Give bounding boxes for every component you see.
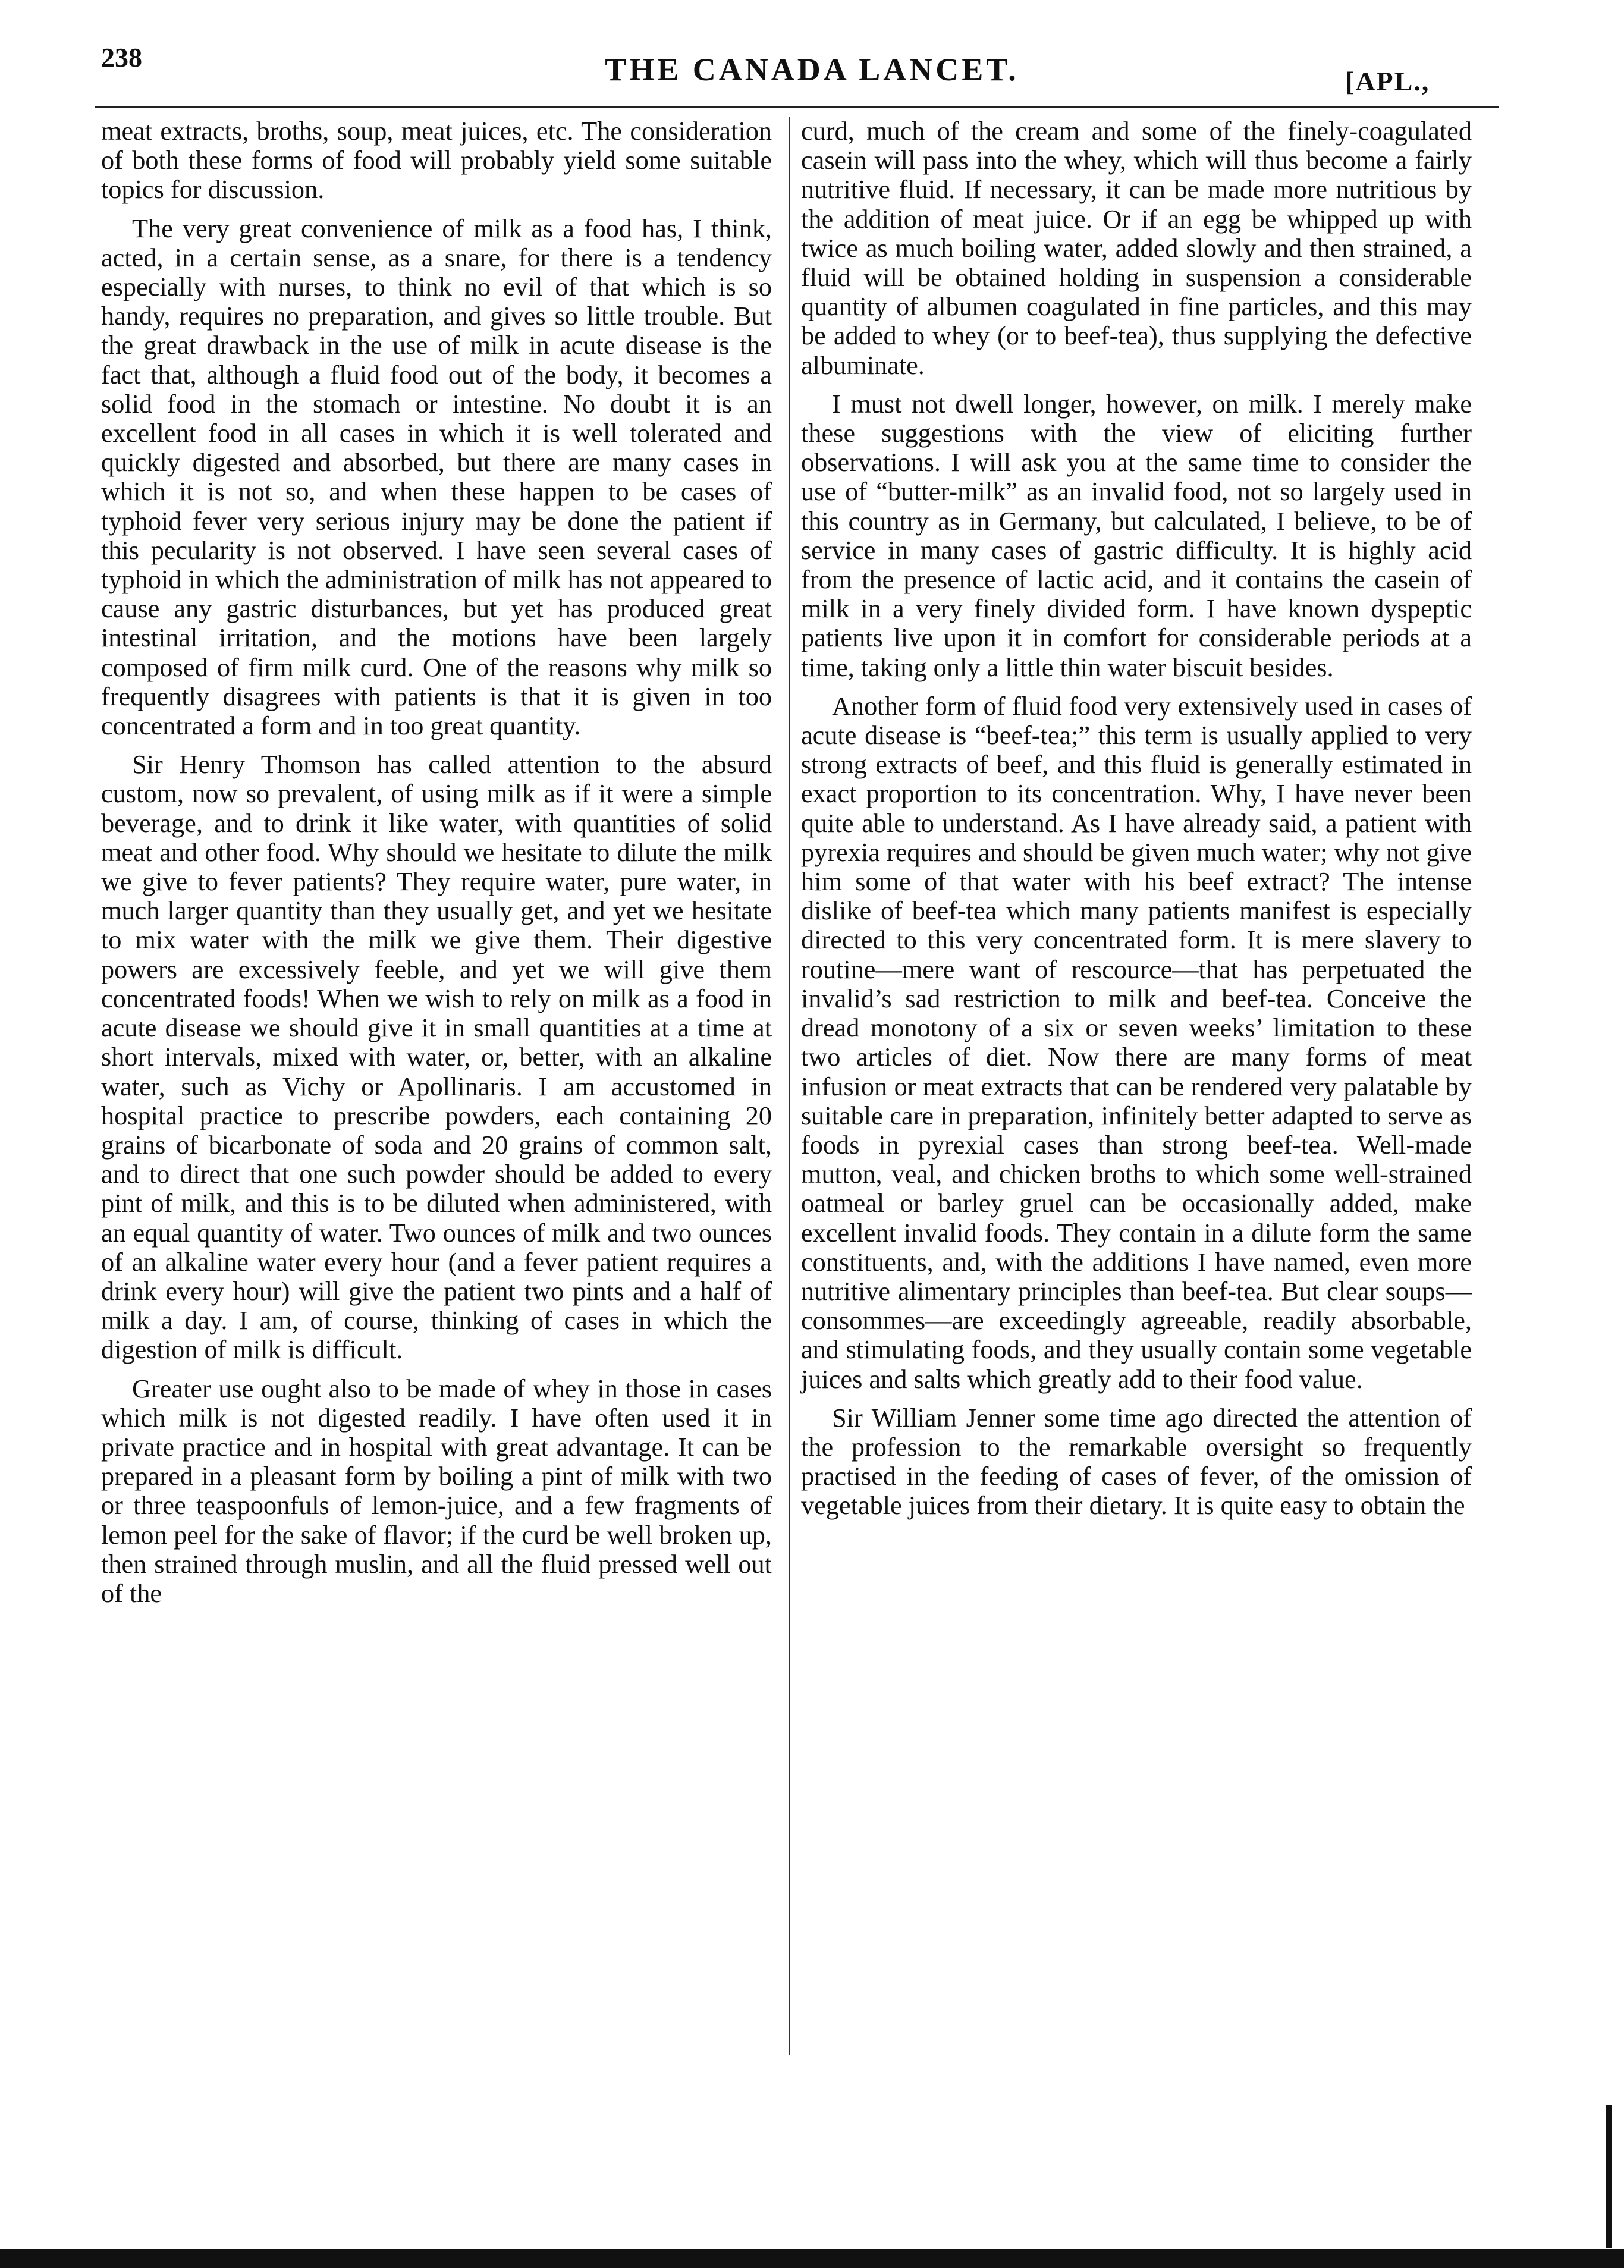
paragraph: Greater use ought also to be made of whey in those in cases which milk is not digested readily. I have often used it in private practice and in hospital with great advantage. It can be prepared in a pleasant form by boiling a pint of milk with two or three teaspoonfuls of lemon-juice, and a few fragments of lemon peel for the sake of flavor; if the curd be well broken up, then strained through muslin, and all the fluid pressed well out of the	[101, 1374, 772, 1608]
column-divider	[789, 117, 790, 2055]
issue-month: [APL.,	[1345, 66, 1430, 96]
header-rule	[95, 106, 1499, 108]
page-number: 238	[101, 42, 142, 73]
paragraph: I must not dwell longer, however, on milk. I merely make these suggestions with the view of eliciting further observations. I will ask you at the same time to consider the use of “butter-milk” as an invalid food, not so largely used in this country as in Germany, but calculated, I believe, to be of service in many cases of gastric difficulty. It is highly acid from the presence of lactic acid, and it contains the casein of milk in a very finely divided form. I have known dyspeptic patients live upon it in comfort for considerable periods at a time, taking only a little thin water biscuit besides.	[801, 389, 1472, 682]
paragraph: Another form of fluid food very extensively used in cases of acute disease is “beef-tea;” this term is usually applied to very strong extracts of beef, and this fluid is generally estimated in exact proportion to its concentration. Why, I have never been quite able to understand. As I have already said, a patient with pyrexia requires and should be given much water; why not give him some of that water with his beef extract? The intense dislike of beef-tea which many patients manifest is especially directed to this very concentrated form. It is mere slavery to routine—mere want of rescource—that has perpetuated the invalid’s sad restriction to milk and beef-tea. Conceive the dread monotony of a six or seven weeks’ limitation to these two articles of diet. Now there are many forms of meat infusion or meat extracts that can be rendered very palatable by suitable care in preparation, infinitely better adapted to serve as foods in pyrexial cases than strong beef-tea. Well-made mutton, veal, and chicken broths to which some well-strained oatmeal or barley gruel can be occasionally added, make excellent invalid foods. They contain in a dilute form the same constituents, and, with the additions I have named, even more nutritive alimentary principles than beef-tea. But clear soups—consommes—are exceedingly agreeable, readily absorbable, and stimulating foods, and they usually contain some vegetable juices and salts which greatly add to their food value.	[801, 691, 1472, 1394]
paragraph: meat extracts, broths, soup, meat juices, etc. The consideration of both these forms of food will probably yield some suitable topics for discussion.	[101, 117, 772, 205]
left-column	[101, 117, 772, 1617]
journal-title: THE CANADA LANCET.	[605, 52, 1019, 87]
scan-edge-mark	[1606, 2105, 1612, 2248]
scan-bottom-band	[0, 2249, 1624, 2268]
paragraph: Sir William Jenner some time ago directed the attention of the profession to the remarkable oversight so frequently practised in the feeding of cases of fever, of the omission of vegetable juices from their dietary. It is quite easy to obtain the	[801, 1403, 1472, 1521]
paragraph: curd, much of the cream and some of the finely-coagulated casein will pass into the whey, which will thus become a fairly nutritive fluid. If necessary, it can be made more nutritious by the addition of meat juice. Or if an egg be whipped up with twice as much boiling water, added slowly and then strained, a fluid will be obtained holding in suspension a considerable quantity of albumen coagulated in fine particles, and this may be added to whey (or to beef-tea), thus supplying the defective albuminate.	[801, 117, 1472, 380]
right-column	[801, 117, 1472, 1530]
paragraph: The very great convenience of milk as a food has, I think, acted, in a certain sense, as a snare, for there is a tendency especially with nurses, to think no evil of that which is so handy, requires no preparation, and gives so little trouble. But the great drawback in the use of milk in acute disease is the fact that, although a fluid food out of the body, it becomes a solid food in the stomach or intestine. No doubt it is an excellent food in all cases in which it is well tolerated and quickly digested and absorbed, but there are many cases in which it is not so, and when these happen to be cases of typhoid fever very serious injury may be done the patient if this pecularity is not observed. I have seen several cases of typhoid in which the administration of milk has not appeared to cause any gastric disturbances, but yet has produced great intestinal irritation, and the motions have been largely composed of firm milk curd. One of the reasons why milk so frequently disagrees with patients is that it is given in too concentrated a form and in too great quantity.	[101, 213, 772, 741]
paragraph: Sir Henry Thomson has called attention to the absurd custom, now so prevalent, of using milk as if it were a simple beverage, and to drink it like water, with quantities of solid meat and other food. Why should we hesitate to dilute the milk we give to fever patients? They require water, pure water, in much larger quantity than they usually get, and yet we hesitate to mix water with the milk we give them. Their digestive powers are excessively feeble, and yet we will give them concentrated foods! When we wish to rely on milk as a food in acute disease we should give it in small quantities at a time at short intervals, mixed with water, or, better, with an alkaline water, such as Vichy or Apollinaris. I am accustomed in hospital practice to prescribe powders, each containing 20 grains of bicarbonate of soda and 20 grains of common salt, and to direct that one such powder should be added to every pint of milk, and this is to be diluted when administered, with an equal quantity of water. Two ounces of milk and two ounces of an alkaline water every hour (and a fever patient requires a drink every hour) will give the patient two pints and a half of milk a day. I am, of course, thinking of cases in which the digestion of milk is difficult.	[101, 750, 772, 1365]
